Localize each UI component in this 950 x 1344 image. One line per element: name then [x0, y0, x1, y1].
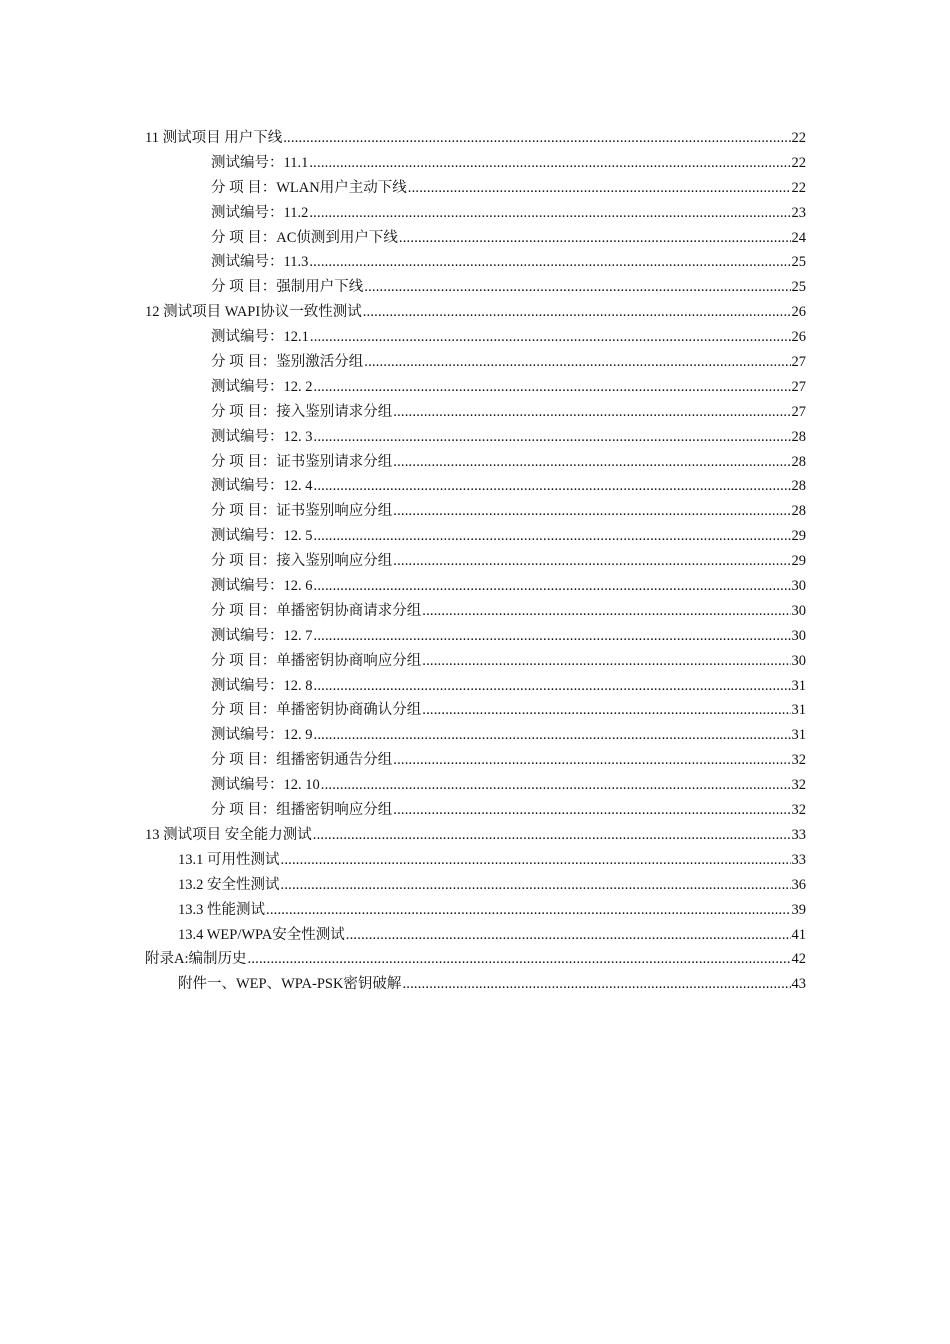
toc-leader-dots — [248, 947, 791, 972]
toc-leader-dots — [321, 773, 791, 798]
toc-page-number: 27 — [791, 378, 806, 395]
toc-entry[interactable] — [145, 350, 806, 375]
toc-leader-dots — [363, 300, 791, 325]
toc-entry-title: 分 项 目：证书鉴别请求分组 — [211, 453, 393, 470]
toc-page-number: 22 — [791, 154, 806, 171]
table-of-contents — [145, 126, 806, 997]
toc-entry[interactable] — [145, 873, 806, 898]
toc-leader-dots — [346, 923, 791, 948]
toc-entry-title: 分 项 目：WLAN用户主动下线 — [211, 179, 407, 196]
toc-entry-title: 分 项 目：单播密钥协商请求分组 — [211, 602, 422, 619]
toc-page-number: 25 — [791, 254, 806, 271]
toc-entry-title: 分 项 目：单播密钥协商响应分组 — [211, 652, 422, 669]
toc-leader-dots — [314, 425, 791, 450]
toc-entry[interactable] — [145, 126, 806, 151]
toc-entry-title: 测试编号：12. 10 — [211, 777, 320, 794]
toc-leader-dots — [399, 226, 791, 251]
toc-entry[interactable] — [145, 947, 806, 972]
toc-entry[interactable] — [145, 898, 806, 923]
toc-entry-title: 测试编号：11.1 — [211, 154, 309, 171]
toc-leader-dots — [314, 474, 791, 499]
toc-entry[interactable] — [145, 425, 806, 450]
toc-leader-dots — [281, 848, 791, 873]
toc-entry[interactable] — [145, 176, 806, 201]
toc-entry-title: 分 项 目：强制用户下线 — [211, 279, 364, 296]
toc-page-number: 32 — [791, 752, 806, 769]
toc-page-number: 39 — [791, 901, 806, 918]
toc-entry-title: 测试编号：12. 4 — [211, 478, 313, 495]
toc-leader-dots — [422, 698, 790, 723]
toc-leader-dots — [266, 898, 791, 923]
toc-page-number: 42 — [791, 951, 806, 968]
toc-entry[interactable] — [145, 201, 806, 226]
toc-entry[interactable] — [145, 474, 806, 499]
toc-page-number: 32 — [791, 777, 806, 794]
toc-entry[interactable] — [145, 549, 806, 574]
toc-entry-title: 13.4 WEP/WPA安全性测试 — [178, 926, 345, 943]
toc-leader-dots — [310, 325, 791, 350]
toc-entry[interactable] — [145, 848, 806, 873]
toc-leader-dots — [393, 748, 790, 773]
toc-entry-title: 13.1 可用性测试 — [178, 851, 280, 868]
toc-leader-dots — [393, 499, 790, 524]
toc-entry-title: 13.3 性能测试 — [178, 901, 265, 918]
toc-entry-title: 分 项 目：接入鉴别响应分组 — [211, 553, 393, 570]
toc-page-number: 22 — [791, 179, 806, 196]
toc-entry-title: 测试编号：12. 7 — [211, 627, 313, 644]
toc-leader-dots — [314, 674, 791, 699]
toc-entry-title: 分 项 目：接入鉴别请求分组 — [211, 403, 393, 420]
toc-page-number: 24 — [791, 229, 806, 246]
toc-entry-title: 分 项 目：鉴别激活分组 — [211, 354, 364, 371]
toc-page-number: 27 — [791, 354, 806, 371]
toc-entry[interactable] — [145, 723, 806, 748]
toc-entry-title: 测试编号：11.3 — [211, 254, 309, 271]
toc-leader-dots — [402, 972, 790, 997]
toc-page-number: 28 — [791, 453, 806, 470]
toc-leader-dots — [314, 723, 791, 748]
toc-page-number: 30 — [791, 652, 806, 669]
toc-leader-dots — [364, 350, 790, 375]
toc-page-number: 28 — [791, 478, 806, 495]
toc-page-number: 29 — [791, 553, 806, 570]
toc-entry[interactable] — [145, 773, 806, 798]
toc-entry-title: 测试编号：11.2 — [211, 204, 309, 221]
toc-entry-title: 测试编号：12. 8 — [211, 677, 313, 694]
toc-entry[interactable] — [145, 250, 806, 275]
toc-entry[interactable] — [145, 375, 806, 400]
toc-leader-dots — [309, 201, 790, 226]
toc-entry[interactable] — [145, 574, 806, 599]
toc-entry[interactable] — [145, 599, 806, 624]
toc-leader-dots — [314, 574, 791, 599]
toc-entry[interactable] — [145, 524, 806, 549]
toc-page-number: 28 — [791, 503, 806, 520]
toc-page-number: 26 — [791, 329, 806, 346]
toc-leader-dots — [422, 599, 790, 624]
toc-page-number: 25 — [791, 279, 806, 296]
toc-entry-title: 11 测试项目 用户下线 — [145, 130, 283, 146]
toc-page-number: 32 — [791, 802, 806, 819]
toc-leader-dots — [393, 400, 790, 425]
toc-leader-dots — [309, 151, 790, 176]
toc-leader-dots — [393, 450, 790, 475]
toc-page-number: 30 — [791, 602, 806, 619]
toc-entry-title: 分 项 目：AC侦测到用户下线 — [211, 229, 398, 246]
toc-page-number: 31 — [791, 677, 806, 694]
toc-leader-dots — [309, 250, 790, 275]
toc-page-number: 31 — [791, 702, 806, 719]
toc-page-number: 27 — [791, 403, 806, 420]
toc-page-number: 33 — [791, 826, 806, 843]
toc-page-number: 22 — [791, 130, 806, 146]
toc-leader-dots — [422, 649, 790, 674]
toc-entry-title: 测试编号：12. 2 — [211, 378, 313, 395]
toc-page-number: 30 — [791, 578, 806, 595]
toc-entry[interactable] — [145, 275, 806, 300]
toc-entry[interactable] — [145, 400, 806, 425]
toc-leader-dots — [364, 275, 790, 300]
toc-page-number: 41 — [791, 926, 806, 943]
toc-leader-dots — [314, 375, 791, 400]
toc-leader-dots — [314, 624, 791, 649]
toc-entry[interactable] — [145, 923, 806, 948]
toc-page-number: 23 — [791, 204, 806, 221]
toc-leader-dots — [314, 524, 791, 549]
toc-page-number: 31 — [791, 727, 806, 744]
toc-entry[interactable] — [145, 499, 806, 524]
toc-entry-title: 附录A:编制历史 — [145, 951, 247, 968]
toc-entry[interactable] — [145, 300, 806, 325]
toc-entry[interactable] — [145, 226, 806, 251]
toc-entry[interactable] — [145, 698, 806, 723]
toc-entry-title: 13.2 安全性测试 — [178, 876, 280, 893]
toc-entry-title: 测试编号：12. 6 — [211, 578, 313, 595]
toc-entry-title: 测试编号：12. 3 — [211, 428, 313, 445]
toc-page-number: 30 — [791, 627, 806, 644]
toc-leader-dots — [393, 798, 790, 823]
toc-entry[interactable] — [145, 624, 806, 649]
toc-entry[interactable] — [145, 798, 806, 823]
toc-entry-title: 测试编号：12.1 — [211, 329, 309, 346]
toc-leader-dots — [408, 176, 791, 201]
toc-entry-title: 13 测试项目 安全能力测试 — [145, 826, 312, 843]
toc-entry[interactable] — [145, 823, 806, 848]
toc-entry-title: 分 项 目：组播密钥响应分组 — [211, 802, 393, 819]
toc-leader-dots — [283, 126, 790, 151]
toc-entry[interactable] — [145, 151, 806, 176]
toc-page-number: 28 — [791, 428, 806, 445]
toc-entry[interactable] — [145, 450, 806, 475]
toc-entry-title: 12 测试项目 WAPI协议一致性测试 — [145, 304, 362, 321]
toc-entry-title: 分 项 目：单播密钥协商确认分组 — [211, 702, 422, 719]
toc-entry[interactable] — [145, 972, 806, 997]
toc-entry-title: 测试编号：12. 5 — [211, 528, 313, 545]
toc-entry-title: 附件一、WEP、WPA-PSK密钥破解 — [178, 976, 402, 993]
toc-entry-title: 测试编号：12. 9 — [211, 727, 313, 744]
toc-entry[interactable] — [145, 674, 806, 699]
toc-page-number: 36 — [791, 876, 806, 893]
toc-leader-dots — [393, 549, 790, 574]
toc-leader-dots — [281, 873, 791, 898]
toc-leader-dots — [313, 823, 791, 848]
toc-page-number: 29 — [791, 528, 806, 545]
toc-entry[interactable] — [145, 748, 806, 773]
toc-page-number: 33 — [791, 851, 806, 868]
toc-entry-title: 分 项 目：证书鉴别响应分组 — [211, 503, 393, 520]
toc-page-number: 26 — [791, 304, 806, 321]
toc-entry[interactable] — [145, 649, 806, 674]
toc-entry-title: 分 项 目：组播密钥通告分组 — [211, 752, 393, 769]
toc-page-number: 43 — [791, 976, 806, 993]
toc-entry[interactable] — [145, 325, 806, 350]
